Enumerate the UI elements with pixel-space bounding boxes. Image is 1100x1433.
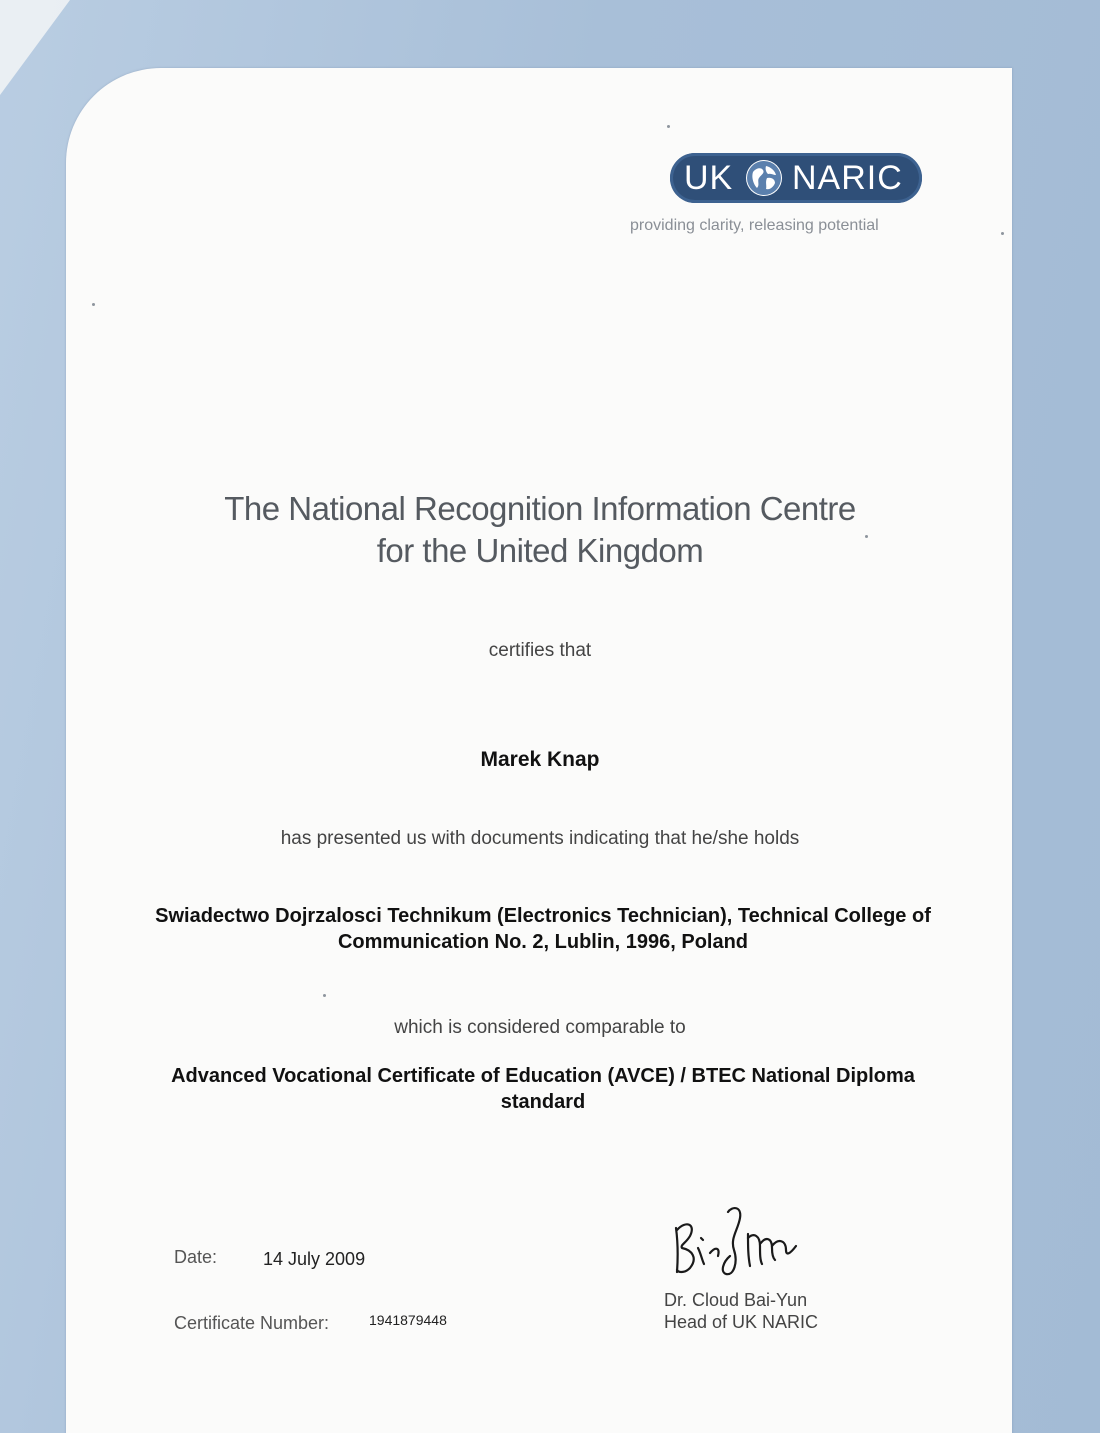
- holder-name: Marek Knap: [480, 748, 600, 771]
- globe-icon: [744, 158, 784, 198]
- paper-speck: [1001, 232, 1004, 235]
- handwritten-signature: [668, 1198, 808, 1288]
- title-line-2: for the United Kingdom: [376, 532, 704, 569]
- logo-text-uk: UK: [684, 159, 734, 197]
- logo-tagline: providing clarity, releasing potential: [630, 217, 879, 234]
- qualification-text: [100, 903, 986, 955]
- paper-speck: [865, 535, 868, 538]
- paper-speck: [667, 125, 670, 128]
- date-label: Date:: [174, 1247, 218, 1267]
- title-line-1: The National Recognition Information Centre: [224, 490, 856, 527]
- comparable-text: which is considered comparable to: [394, 1017, 686, 1038]
- equivalent-line-1: Advanced Vocational Certificate of Education (AVCE) / BTEC National Diploma: [171, 1065, 915, 1087]
- signatory-name: Dr. Cloud Bai-Yun: [664, 1290, 808, 1310]
- date-value: 14 July 2009: [263, 1249, 366, 1269]
- signatory-title: Head of UK NARIC: [664, 1312, 819, 1332]
- logo-text-naric: NARIC: [792, 159, 903, 197]
- uk-naric-logo: [670, 153, 922, 203]
- certificate-number-label: Certificate Number:: [174, 1313, 330, 1333]
- certificate-number-value: 1941879448: [369, 1312, 447, 1328]
- certifies-text: certifies that: [488, 640, 592, 661]
- qualification-line-2: Communication No. 2, Lublin, 1996, Poland: [337, 931, 749, 953]
- qualification-line-1: Swiadectwo Dojrzalosci Technikum (Electronics Technician), Technical College of: [155, 905, 931, 927]
- folded-corner: [0, 0, 70, 95]
- equivalent-line-2: standard: [500, 1091, 586, 1113]
- equivalent-standard: [100, 1063, 986, 1115]
- presented-text: has presented us with documents indicating that he/she holds: [280, 828, 800, 849]
- paper-speck: [92, 303, 95, 306]
- paper-speck: [323, 994, 326, 997]
